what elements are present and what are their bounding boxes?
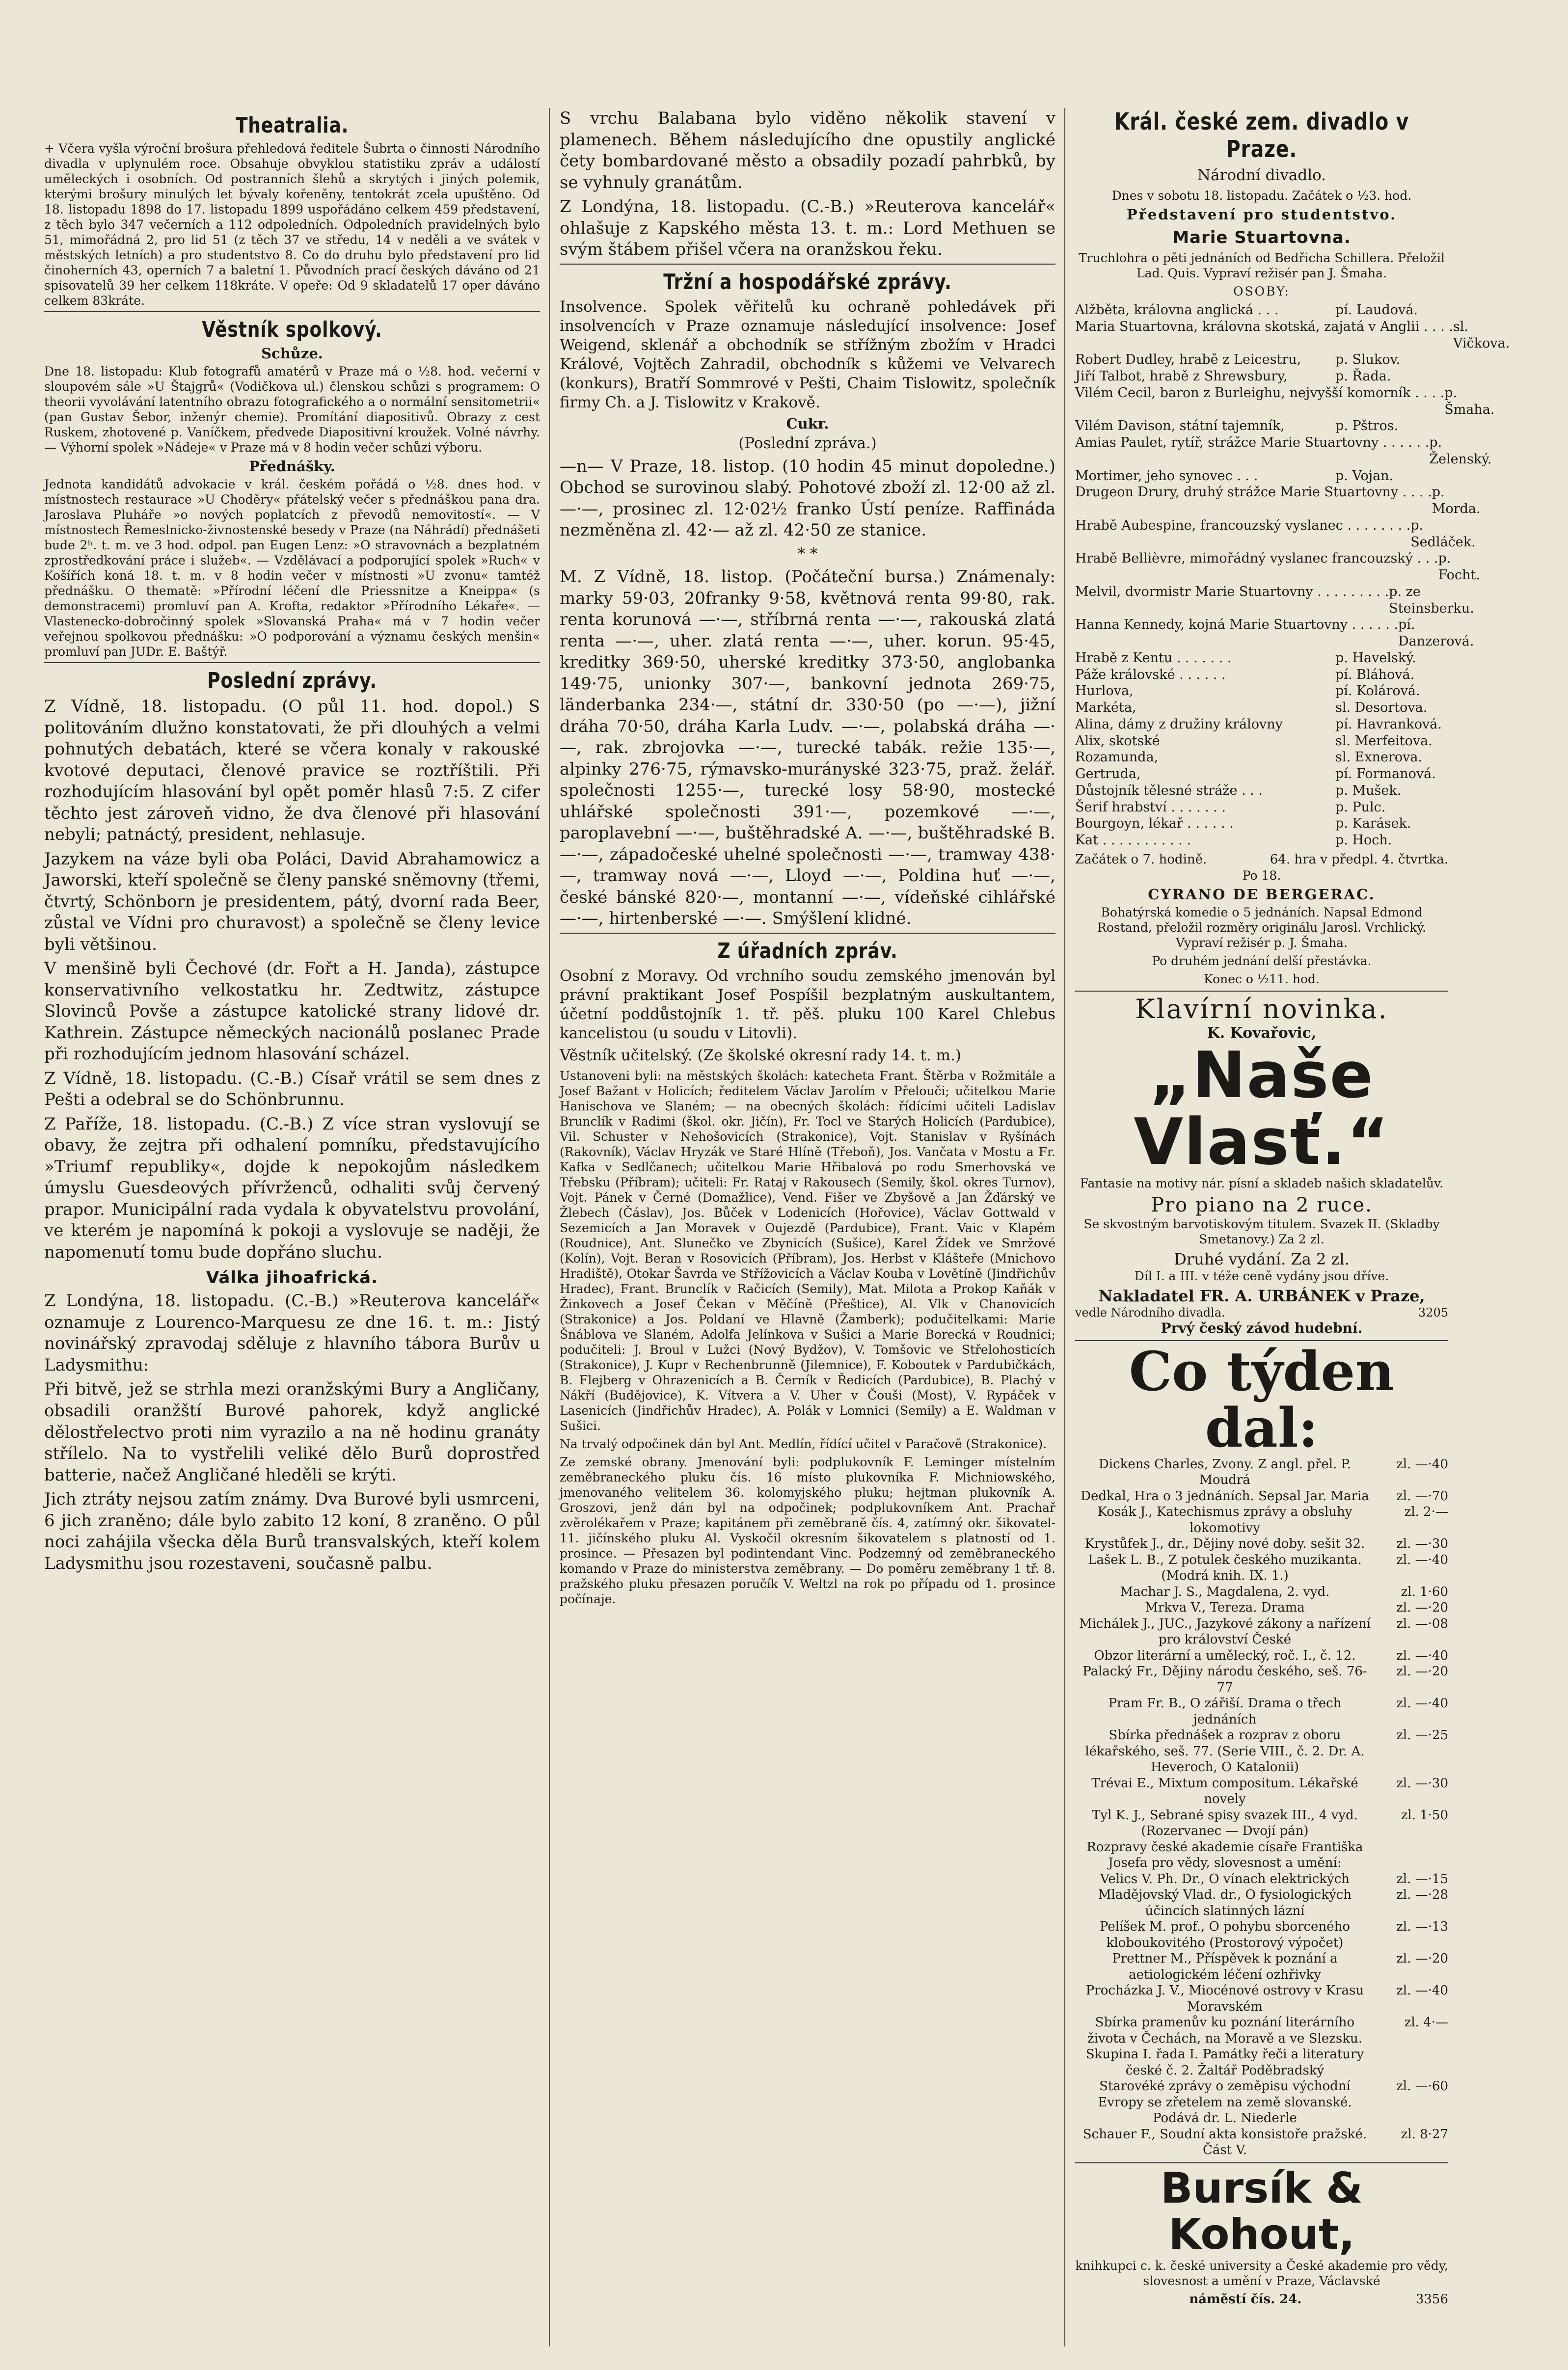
book-price: zl. —·25 (1396, 1728, 1448, 1743)
book-row (1075, 1776, 1448, 1807)
book-price: zl. —·20 (1396, 1951, 1448, 1966)
cast-actor: p. Pulc. (1335, 799, 1386, 815)
book-row (1075, 1600, 1448, 1616)
cast-role: Robert Dudley, hrabě z Leicestru, (1075, 352, 1301, 368)
book-price: zl. —·20 (1396, 1664, 1448, 1679)
book-list (1075, 1340, 1448, 2158)
book-row (1075, 1664, 1448, 1696)
article-paragraph: Jich ztráty nejsou zatím známy. Dva Burové byli usmrceni, 6 jich zraněno; dále bylo zabito 12 koní, 8 zraněno. O půl noci zahájila všecka děla Burů transvalských, kteří kolem Ladysmithu jsou rozestaveni, současně palbu. (44, 1489, 540, 1573)
cast-row (1075, 716, 1448, 733)
theatre-performance-type: Představení pro studentstvo. (1126, 206, 1397, 223)
book-list-items (1075, 1456, 1448, 2158)
book-title: Rozpravy české akademie císaře Františka Josefa pro vědy, slovesnost a umění: (1086, 1839, 1363, 1871)
ad-line: Prvý český závod hudební. (1161, 1320, 1363, 1336)
book-title: Dedkal, Hra o 3 jednáních. Sepsal Jar. Maria (1081, 1488, 1369, 1504)
ad-address (1075, 2291, 1448, 2308)
book-title: Mladějovský Vlad. dr., O fysiologických účincích slatinných lázní (1098, 1887, 1352, 1918)
ad-line: knihkupci c. k. české university a České akademie pro vědy, slovesnost a umění v Praze, Václavské (1075, 2258, 1448, 2288)
book-row (1075, 1727, 1448, 1776)
theatre-date: Dnes v sobotu 18. listopadu. Začátek o ½3. hod. (1111, 189, 1412, 203)
article-paragraph: Z Vídně, 18. listopadu. (C.-B.) Císař vrátil se sem dnes z Pešti a odebral se do Schönbrunnu. (44, 1068, 540, 1110)
cast-role: Páže královské . . . . . . (1075, 667, 1226, 682)
cast-list (1075, 302, 1510, 849)
article-paragraph: Dne 18. listopadu: Klub fotografů amatérů v Praze má o ½8. hod. večerní v sloupovém sále »U Štajgrů« (Vodičkova ul.) členskou schůzi s programem: O theorii vyvolávání latentního obrazu fotografického a o normální sensitometrii« (pan Gustav Šebor, inženýr chemie). Promítání diapositivů. Obrazy z cest Ruskem, zhotovené p. Vaníčkem, předvede Diapositivní kroužek. Volné návrhy. — Výhorní spolek »Nádeje« v Praze má v 8 hodin večer schůzi výboru. (44, 364, 540, 455)
cast-role: Alina, dámy z družiny královny (1075, 716, 1283, 732)
cast-role: Hurlova, (1075, 683, 1134, 699)
ad-publisher: Nakladatel FR. A. URBÁNEK v Praze, (1098, 1286, 1425, 1305)
book-price: zl. —·40 (1396, 1983, 1448, 1998)
cast-actor: sl. Exnerova. (1335, 750, 1423, 765)
book-title: Mrkva V., Tereza. Drama (1145, 1600, 1305, 1616)
next-date: Po 18. (1242, 868, 1281, 883)
cast-role: Rozamunda, (1075, 750, 1159, 765)
book-row (1075, 1887, 1448, 1919)
next-play-end: Konec o ½11. hod. (1204, 971, 1320, 986)
theatre-subtitle: Národní divadlo. (1197, 166, 1326, 184)
section-title-trzni-zpravy: Tržní a hospodářské zprávy. (663, 269, 952, 295)
book-price: zl. —·30 (1396, 1536, 1448, 1552)
column-right (1075, 108, 1510, 2308)
cast-actor: pí. Danzerová. (1398, 617, 1474, 649)
book-row (1075, 1871, 1448, 1887)
article-paragraph: Věstník učitelský. (Ze školské okresní rady 14. t. m.) (560, 1047, 961, 1064)
cast-row (1075, 385, 1495, 418)
cast-heading: OSOBY: (1233, 284, 1290, 299)
book-title: Kosák J., Katechismus zprávy a obsluhy lokomotivy (1097, 1505, 1352, 1535)
play-title: Marie Stuartovna. (1172, 228, 1351, 248)
cast-actor: p. Hoch. (1335, 833, 1392, 848)
cast-actor: p. Pštros. (1335, 418, 1399, 434)
book-row (1075, 1616, 1448, 1648)
article-paragraph: Jazykem na váze byli oba Poláci, David Abrahamowicz a Jaworski, kteří společně se členy panské sněmovny (třemi, čtvrtý, Schönborn je presidentem, pátý, dvorní rada Beer, zůstal ve Vídni pro churavost) a společně se členy levice byli většinou. (44, 849, 540, 954)
article-paragraph: Insolvence. Spolek věřitelů ku ochraně pohledávek při insolvencích v Praze oznamuje následující insolvence: Josef Weigend, sklenář a obchodník se střížným zbožím v Hradci Králové, Vojtěch Zahradil, obchodník s kůžemi ve Velvarech (konkurs), Bratří Sommrové v Pešti, Chaim Tislowitz, společník firmy Ch. a J. Tislowitz v Krakově. (560, 297, 1055, 411)
cast-role: Důstojník tělesné stráže . . . (1075, 782, 1263, 798)
cast-actor: sl. Merfeitova. (1335, 733, 1433, 749)
divider (560, 933, 1055, 934)
article-paragraph: Z Vídně, 18. listopadu. (O půl 11. hod. dopol.) S politováním dlužno konstatovati, že při dlouhých a velmi pohnutých debatách, které se včera konaly v rakouské kvotové deputaci, členové pravice se roztříštili. Při rozhodujícím hlasování byl opět poměr hlasů 7:5. Z cifer těchto jest zároveň vidno, že dva členové při hlasování nebyli; patnáctý, president, nehlasuje. (44, 697, 540, 845)
separator-stars: * * (797, 545, 818, 563)
book-row (1075, 1488, 1448, 1505)
cast-row (1075, 418, 1448, 434)
book-row (1075, 1648, 1448, 1664)
book-price: zl. 4·— (1404, 2015, 1448, 2030)
book-price: zl. —·13 (1396, 1919, 1448, 1935)
ad-address-text: vedle Národního divadla. (1075, 1305, 1225, 1320)
ad-heading: Klavírní novinka. (1135, 993, 1388, 1024)
column-middle (560, 108, 1055, 1610)
section-title-valka-jihoafricka: Válka jihoafrická. (206, 1268, 378, 1288)
cast-row (1075, 434, 1492, 468)
book-title: Lašek L. B., Z potulek českého muzikanta. (Modrá knih. IX. 1.) (1088, 1552, 1362, 1584)
book-title: Sbírka pramenův ku poznání literárního života v Čechách, na Moravě a ve Slezsku. Skupina I. řada I. Památky řeči a literatury české č. 2. Žaltář Poděbradský (1085, 2015, 1364, 2078)
cast-role: Šerif hrabství . . . . . . . (1075, 799, 1226, 815)
section-title-theatralia: Theatralia. (235, 113, 349, 138)
section-title-posledni-zpravy: Poslední zprávy. (207, 668, 377, 693)
book-price: zl. —·40 (1396, 1552, 1448, 1567)
cast-row (1075, 667, 1448, 683)
book-title: Prettner M., Příspěvek k poznání a aetiologickém léčení ozhřivky (1112, 1951, 1338, 1982)
cast-actor: p. Sedláček. (1410, 517, 1476, 550)
cast-actor: pí. Bláhová. (1335, 667, 1415, 682)
book-row (1075, 1919, 1448, 1951)
cast-role: Jiří Talbot, hrabě z Shrewsbury, (1075, 369, 1288, 384)
subheading-prednasky: Přednášky. (249, 458, 335, 475)
book-price: zl. 1·60 (1401, 1584, 1448, 1599)
book-price: zl. 2·— (1404, 1505, 1448, 1520)
cast-actor: p. Karásek. (1335, 816, 1411, 832)
article-paragraph: Na trvalý odpočinek dán byl Ant. Medlín, řídící učitel v Paračově (Strakonice). (560, 1437, 1047, 1452)
article-paragraph: Ustanoveni byli: na městských školách: katecheta Frant. Štěrba v Rožmitále a Josef Bažant v Holicích; ředitelem Václav Jarolím v Přelouči; učitelkou Marie Hanischova ve Slaném; — na obecných školách: řídícími učiteli Ladislav Brunclík v Radimi (škol. okr. Jičín), Fr. Tocl ve Starých Holicích (Pardubice), Vil. Schuster v Nehošovicích (Strakonice), Vojt. Stanislav v Ryšínách (Rakovník), Václav Hryzák ve Staré Hlíně (Třeboň), Jos. Vančata v Mostu a Fr. Kafka v Sedlčanech; učitelkou Marie Hřibalová po rodu Smerhovská ve Třebsku (Příbram); učiteli: Fr. Rataj v Rakousech (Semily, škol. okres Turnov), Vojt. Pánek v Černé (Domažlice), Vend. Fišer ve Zbyšově a Jan Žďárský ve Žlebech (Čáslav), Jos. Bůček v Lodenicích (Hořovice), Václav Gottwald v Sezemicích a Jan Moravek v Oujezdě (Pardubice), Frant. Vaic v Klapém (Roudnice), Ant. Slunečko ve Zbynicích (Sušice), Karel Žídek ve Smržové (Kolín), Vojt. Beran v Rosovicích (Příbram), Jos. Herbst v Klášteře (Mnichovo Hradiště), Otokar Šavrda ve Střížovicích a Václav Kouba v Lovětíně (Jindřichův Hradec), Frant. Brunclík v Račicích (Semily), Mat. Milota a Prokop Kaňák v Žinkovech a Josef Čekan v Měčíně (Přeštice), Al. Vlk v Chanovicích (Strakonice) a Jos. Poldaní ve Hlavně (Žamberk); podučitelkami: Marie Šnáblova ve Slaném, Adolfa Jelínkova v Sušici a Marie Borecká v Roudnici; podučiteli: J. Broul v Lužci (Nový Bydžov), V. Tomšovic ve Střelohosticích (Strakonice), J. Kupr v Rechenbrunně (Jilemnice), F. Koboutek v Pardubičkách, B. Flejberg v Ohrazenicích a B. Černík v Ředicích (Pardubice), B. Plachý v Nákří (Budějovice), K. Vítvera a V. Uher v Čouši (Most), V. Rypáček v Lasenicích (Jindřichův Hradec), A. Polák v Lomnici (Semily) a E. Waldman v Sušici. (560, 1069, 1055, 1433)
ad-line: Pro piano na 2 ruce. (1151, 1193, 1373, 1216)
book-price: zl. —·20 (1396, 1600, 1448, 1616)
cast-role: Markéta, (1075, 700, 1136, 716)
cast-actor: p. Vojan. (1335, 468, 1394, 484)
cast-role: Gertruda, (1075, 766, 1141, 782)
subheading-cukr: Cukr. (786, 415, 829, 432)
cast-role: Alžběta, královna anglická . . . (1075, 302, 1279, 318)
book-title: Palacký Fr., Dějiny národu českého, seš. 76-77 (1082, 1664, 1367, 1695)
book-price: zl. 8·27 (1401, 2127, 1448, 2142)
cast-row (1075, 700, 1448, 716)
cast-actor: p. Mušek. (1335, 782, 1402, 798)
next-play-description: Bohatýrská komedie o 5 jednáních. Napsal Edmond Rostand, přeložil rozměry originálu Jarosl. Vrchlický. Vypraví režisér p. J. Šmaha. (1097, 905, 1426, 950)
cast-actor: p. Želenský. (1429, 435, 1492, 467)
cast-actor: p. Řada. (1335, 369, 1391, 384)
start-time: Začátek o 7. hodině. (1075, 852, 1207, 867)
book-row (1075, 1807, 1448, 1839)
ad-line: Se skvostným barvotiskovým titulem. Svazek II. (Skladby Smetanovy.) Za 2 zl. (1083, 1216, 1440, 1246)
cast-role: Hrabě z Kentu . . . . . . . (1075, 650, 1232, 666)
cast-role: Vilém Davison, státní tajemník, (1075, 418, 1285, 434)
next-play-note: Po druhém jednání delší přestávka. (1152, 953, 1372, 968)
article-paragraph: S vrchu Balabana bylo viděno několik stavení v plamenech. Během následujícího dne opustily anglické čety bombardované město a obsadily pozadí pahrbků, by se vyhnuly granátům. (560, 108, 1055, 192)
cast-role: Maria Stuartovna, královna skotská, zajatá v Anglii . . . . (1075, 319, 1453, 334)
cast-row (1075, 815, 1448, 832)
book-title: Dickens Charles, Zvony. Z angl. přel. P. Moudrá (1098, 1456, 1352, 1488)
cast-row (1075, 468, 1448, 485)
column-rule (549, 108, 550, 2346)
book-price: zl. 1·50 (1401, 1807, 1448, 1823)
book-row (1075, 2078, 1448, 2127)
book-row (1075, 1696, 1448, 1727)
article-paragraph: Jednota kandidátů advokacie v král. českém pořádá o ½8. dnes hod. v místnostech restaurace »U Choděry« přátelský večer s přednáškou pana dra. Jaroslava Pluháře »o nových poplatcích z převodů nemovitostí«. — V místnostech Řemeslnicko-živnostenské besedy v Praze (na Náhrádí) přednášeti bude 2ʰ. t. m. ve 3 hod. odpol. pan Eugen Lenz: »O stravovnách a bezplatném zprostředkování práce i služeb«. — Vzdělávací a podporující spolek »Ruch« v Košířích koná 18. t. m. v 8 hodin večer v místnosti »U zvonu« tamtéž přednášku. O thematě: »Přírodní léčení dle Priessnitze a Kneippa« (s demonstracemi) promluví pan A. Krofta, redaktor »Přírodního Lékaře«. — Vlastenecko-dobročinný spolek »Slovanská Praha« má v 7 hodin večer veřejnou spolkovou přednášku: »O podporování a významu českých menšin« promluví pan JUDr. E. Baštýř. (44, 477, 540, 659)
cast-row (1075, 319, 1510, 352)
book-price: zl. —·40 (1396, 1648, 1448, 1663)
cast-row (1075, 749, 1448, 766)
section-title-vestnik-spolkovy: Věstník spolkový. (202, 317, 382, 342)
ad-line: Druhé vydání. Za 2 zl. (1174, 1249, 1350, 1268)
book-price: zl. —·40 (1396, 1456, 1448, 1472)
article-paragraph: V menšině byli Čechové (dr. Fořt a H. Janda), zástupce konservativního velkostatku hr. Zedtwitz, zástupce Slovinců Povše a zástupce katolické strany lidové dr. Kathrein. Zástupce německých nacionálů poslanec Prade při rozhodujícím jednom hlasování scházel. (44, 959, 540, 1064)
cast-role: Drugeon Drury, druhý strážce Marie Stuartovny . . . . (1075, 485, 1432, 500)
article-paragraph: + Včera vyšla výroční brošura přehledová ředitele Šubrta o činnosti Národního divadla v uplynulém roce. Obsahuje obvyklou statistiku zpráv a událostí uměleckých i osobních. Od postranních šlehů a skrytých i jiných polemik, kterými brošury minulých let bývaly kořeněny, tentokrát zcela upuštěno. Od 18. listopadu 1898 do 17. listopadu 1899 uspořádáno celkem 459 představení, z těch bylo 347 večerních a 112 odpoledních. Odpoledních pravidelných bylo 51, mimořádná 2, pro lid 51 (z těch 37 ve středu, 14 v neděli a ve svátek v městských letních) a pro studentstvo 8. Co do druhu bylo představení pro lid činoherních 43, operních 7 a baletní 1. Původních prací českých dáváno od 21 spisovatelů 39 her celkem 118kráte. V opeře: Od 9 skladatelů 17 oper dáváno celkem 83kráte. (44, 141, 540, 308)
book-price: zl. —·15 (1396, 1871, 1448, 1886)
book-title: Obzor literární a umělecký, roč. I., č. 12. (1094, 1648, 1356, 1663)
cast-role: Kat . . . . . . . . . . . (1075, 833, 1191, 848)
cast-row (1075, 617, 1474, 650)
divider (44, 311, 540, 312)
cast-row (1075, 302, 1448, 319)
article-paragraph: Z Londýna, 18. listopadu. (C.-B.) »Reuterova kancelář« oznamuje z Lourenco-Marquesu ze dne 16. t. m.: Jistý novinářský zpravodaj sděluje z hlavního tábora Burův u Ladysmithu: (44, 1291, 540, 1375)
book-price (1375, 1839, 1448, 1871)
cast-actor: p. Šmaha. (1444, 385, 1495, 417)
book-title: Trévai E., Mixtum compositum. Lékařské novely (1091, 1776, 1358, 1807)
book-price: zl. —·40 (1396, 1696, 1448, 1711)
cast-role: Bourgoyn, lékař . . . . . . (1075, 816, 1234, 832)
article-paragraph: —n— V Praze, 18. listop. (10 hodin 45 minut dopoledne.) Obchod se surovinou slabý. Pohotové zboží zl. 12·00 až zl. —·—, prosinec zl. 12·02½ franko Ústí peníze. Raffináda nezměněna zl. 42·— až zl. 42·50 ze stanice. (560, 456, 1055, 540)
cast-role: Alix, skotské (1075, 733, 1160, 749)
subheading-note: (Poslední zpráva.) (738, 434, 877, 452)
book-row (1075, 1839, 1448, 1871)
cast-actor: pí. Laudová. (1335, 302, 1418, 318)
cast-row (1075, 368, 1448, 385)
cast-row (1075, 584, 1474, 617)
book-row (1075, 1951, 1448, 1983)
book-title: Machar J. S., Magdalena, 2. vyd. (1120, 1584, 1330, 1599)
book-title: Tyl K. J., Sebrané spisy svazek III., 4 vyd. (Rozervanec — Dvojí pán) (1092, 1807, 1358, 1839)
book-row (1075, 1536, 1448, 1552)
book-row (1075, 1552, 1448, 1584)
cast-actor: p. Havelský. (1335, 650, 1416, 666)
article-paragraph: Ze zemské obrany. Jmenování byli: podplukovník F. Leminger místelním zeměbraneckého pluku čís. 16 místo plukovníka F. Michniowského, jmenovaného velitelem 36. kolomyjského pluku; hejtman plukovník A. Groszovi, jenž dán byl na odpočinek; podplukovníkem Ant. Prachař zvěrolékařem v Praze; kapitánem při zeměbraně čís. 4, zatímný okr. šikovatel-11. jičínského pluku Al. Vyskočil okresním šikovatelem s platností od 1. prosince. — Přesazen byl podintendant Vinc. Podzemný od zeměbraneckého komando v Praze do ministerstva zeměbrany. — Do poměru zeměbrany 1 tř. 8. pražského pluku přesazen poručík V. Weltzl na rok po případu od 1. prosince počínaje. (560, 1455, 1055, 1607)
book-title: Schauer F., Soudní akta konsistoře pražské. Část V. (1082, 2127, 1367, 2158)
cast-row (1075, 650, 1448, 667)
subheading-schuze: Schůze. (261, 345, 323, 362)
book-row (1075, 2015, 1448, 2078)
cast-row (1075, 683, 1448, 700)
cast-role: Hanna Kennedy, kojná Marie Stuartovny . . . . . . (1075, 617, 1399, 633)
article-paragraph: Z Paříže, 18. listopadu. (C.-B.) Z více stran vyslovují se obavy, že zejtra při odhalení pomníku, představujícího »Triumf republiky«, dojde k nepokojům následkem úmyslu Guesdeových přívrženců, odhaliti svůj červený prapor. Municipální rada vydala k obyvatelstvu provolání, ve kterém je napomíná k pokoji a vyslovuje se naději, že napomenutí tomu bude dopřáno sluchu. (44, 1114, 540, 1262)
book-title: Sbírka přednášek a rozprav z oboru lékařského, seš. 77. (Serie VIII., č. 2. Dr. A. Heveroch, O Katalonii) (1085, 1728, 1365, 1775)
book-title: Starovéké zprávy o zeměpisu východní Evropy se zřetelem na země slovanské. Podává dr. L. Niederle (1098, 2079, 1352, 2126)
cast-row (1075, 733, 1448, 750)
cast-role: Vilém Cecil, baron z Burleighu, nejvyšší komorník . . . . (1075, 385, 1445, 401)
ad-line: Fantasie na motivy nár. písní a skladeb našich skladatelův. (1080, 1176, 1444, 1190)
column-rule (1064, 108, 1065, 2346)
book-title: Procházka J. V., Miocénové ostrovy v Krasu Moravském (1085, 1983, 1364, 2014)
book-row (1075, 1456, 1448, 1488)
cast-role: Mortimer, jeho synovec . . . (1075, 468, 1258, 484)
play-description: Truchlohra o pěti jednáních od Bedřicha Schillera. Přeložil Lad. Quis. Vypraví režisér pan J. Šmaha. (1079, 251, 1445, 281)
cast-role: Amias Paulet, rytíř, strážce Marie Stuartovny . . . . . . (1075, 435, 1430, 451)
book-price: zl. —·08 (1396, 1616, 1448, 1631)
article-paragraph: Z Londýna, 18. listopadu. (C.-B.) »Reuterova kancelář« ohlašuje z Kapského města 13. t. m.: Lord Methuen se svým štábem přišel včera na oranžskou řeku. (560, 197, 1055, 260)
cast-row (1075, 351, 1448, 368)
advertisement-klavir (1075, 991, 1448, 1336)
cast-actor: pí. Formanová. (1335, 766, 1436, 782)
subscription-note: 64. hra v předpl. 4. čtvrtka. (1270, 852, 1448, 867)
ad-title: „Naše Vlasť.“ (1134, 1037, 1390, 1180)
cast-actor: p. Morda. (1432, 485, 1481, 517)
divider (560, 264, 1055, 265)
book-row (1075, 1504, 1448, 1536)
newspaper-page (44, 88, 1510, 2346)
book-title: Pelíšek M. prof., O pohybu sborceného kloboukovitého (Prostorový výpočet) (1100, 1919, 1350, 1950)
cast-actor: sl. Desortova. (1335, 700, 1428, 716)
ad-company: Bursík & Kohout, (1161, 2163, 1363, 2260)
section-title-uradni-zpravy: Z úřadních zpráv. (717, 938, 898, 964)
article-paragraph: M. Z Vídně, 18. listop. (Počáteční bursa.) Známenaly: marky 59·03, 20franky 9·58, květnová renta 99·80, rak. renta korunová —·—, stříbrná renta —·—, rakouská zlatá renta —·—, uher. zlatá renta —·—, uher. korun. 95·45, kreditky 369·50, uherské kreditky 373·50, anglobanka 149·75, unionky 307·—, bankovní jednota 269·75, länderbanka 234·—, státní dr. 330·50 (po —·—), jižní dráha 70·50, dráha Karla Ludv. —·—, polabská dráha —·—, rak. zbrojovka —·—, turecké tabák. režie 135·—, alpinky 276·75, rýmavsko-murányské 323·75, praž. želář. společnosti 1255·—, turecké losy 58·90, mostecké uhlářské společnosti 391·—, pozemkové —·—, paroplavební —·—, buštěhradské A. —·—, buštěhradské B. —·—, západočeské uhelné společnosti —·—, tramway 438·—, tramway nová —·—, Lloyd —·—, Poldina huť —·—, české bánské 820·—, montanní —·—, vídeňské cihlářské —·—, hirtenberské —·—. Smýšlení klidné. (560, 567, 1055, 929)
ad-line: Díl I. a III. v téže ceně vydány jsou dříve. (1134, 1268, 1389, 1283)
cast-actor: sl. Vičkova. (1453, 319, 1510, 351)
performance-footer (1075, 852, 1448, 868)
cast-role: Melvil, dvormistr Marie Stuartovny . . . . . . . . . (1075, 584, 1389, 599)
cast-row (1075, 766, 1448, 782)
cast-actor: p. Focht. (1438, 551, 1480, 583)
book-list-title: Co týden dal: (1129, 1339, 1395, 1460)
cast-row (1075, 832, 1448, 849)
cast-row (1075, 517, 1476, 551)
cast-actor: pí. Kolárová. (1335, 683, 1420, 699)
book-price: zl. —·60 (1396, 2079, 1448, 2094)
cast-row (1075, 799, 1448, 816)
ad-address-text: náměstí čís. 24. (1189, 2291, 1302, 2307)
book-row (1075, 1584, 1448, 1600)
book-row (1075, 2127, 1448, 2158)
ad-number: 3205 (1418, 1305, 1448, 1320)
cast-actor: p. Slukov. (1335, 352, 1401, 368)
ad-number: 3356 (1415, 2291, 1448, 2307)
cast-actor: pí. Havranková. (1335, 716, 1442, 732)
cast-row (1075, 484, 1481, 517)
cast-actor: p. ze Steinsberku. (1389, 584, 1474, 616)
advertisement-bursik (1075, 2162, 1448, 2308)
article-paragraph: Osobní z Moravy. Od vrchního soudu zemského jmenován byl právní praktikant Josef Pospíšil bezplatným auskultantem, účetní poddůstojník 1. tř. pěš. pluku 100 Karel Chlebus kancelistou (u soudu v Litovli). (560, 967, 1055, 1042)
cast-row (1075, 550, 1480, 584)
book-title: Velics V. Ph. Dr., O vínach elektrických (1100, 1871, 1350, 1886)
book-title: Michálek J., JUC., Jazykové zákony a nařízení pro království České (1079, 1616, 1371, 1647)
book-title: Krystůfek J., dr., Dějiny nové doby. sešit 32. (1084, 1536, 1365, 1552)
next-play-title: CYRANO DE BERGERAC. (1148, 886, 1376, 903)
book-title: Pram Fr. B., O zářiší. Drama o třech jednáních (1108, 1696, 1342, 1727)
book-price: zl. —·30 (1396, 1776, 1448, 1791)
theatre-title: Král. české zem. divadlo v Praze. (1114, 108, 1409, 163)
book-price: zl. —·70 (1396, 1488, 1448, 1504)
ad-author: K. Kovařovic, (1207, 1024, 1317, 1042)
cast-role: Hrabě Bellièvre, mimořádný vyslanec francouzský . . . (1075, 551, 1438, 566)
cast-role: Hrabě Aubespine, francouzský vyslanec . . . . . . . . (1075, 517, 1411, 533)
column-left (44, 108, 540, 1577)
cast-row (1075, 782, 1448, 799)
divider (44, 662, 540, 663)
ad-address (1075, 1305, 1448, 1320)
article-paragraph: Při bitvě, jež se strhla mezi oranžskými Bury a Angličany, obsadili oranžští Burové pahorek, když anglické dělostřelectvo proti nim vyrazilo a na ně hodinu granáty střílelo. Na to vystřelili veliké dělo Burů doprostřed batterie, načež Angličané hleděli se krýti. (44, 1379, 540, 1485)
book-row (1075, 1983, 1448, 2015)
book-price: zl. —·28 (1396, 1887, 1448, 1903)
